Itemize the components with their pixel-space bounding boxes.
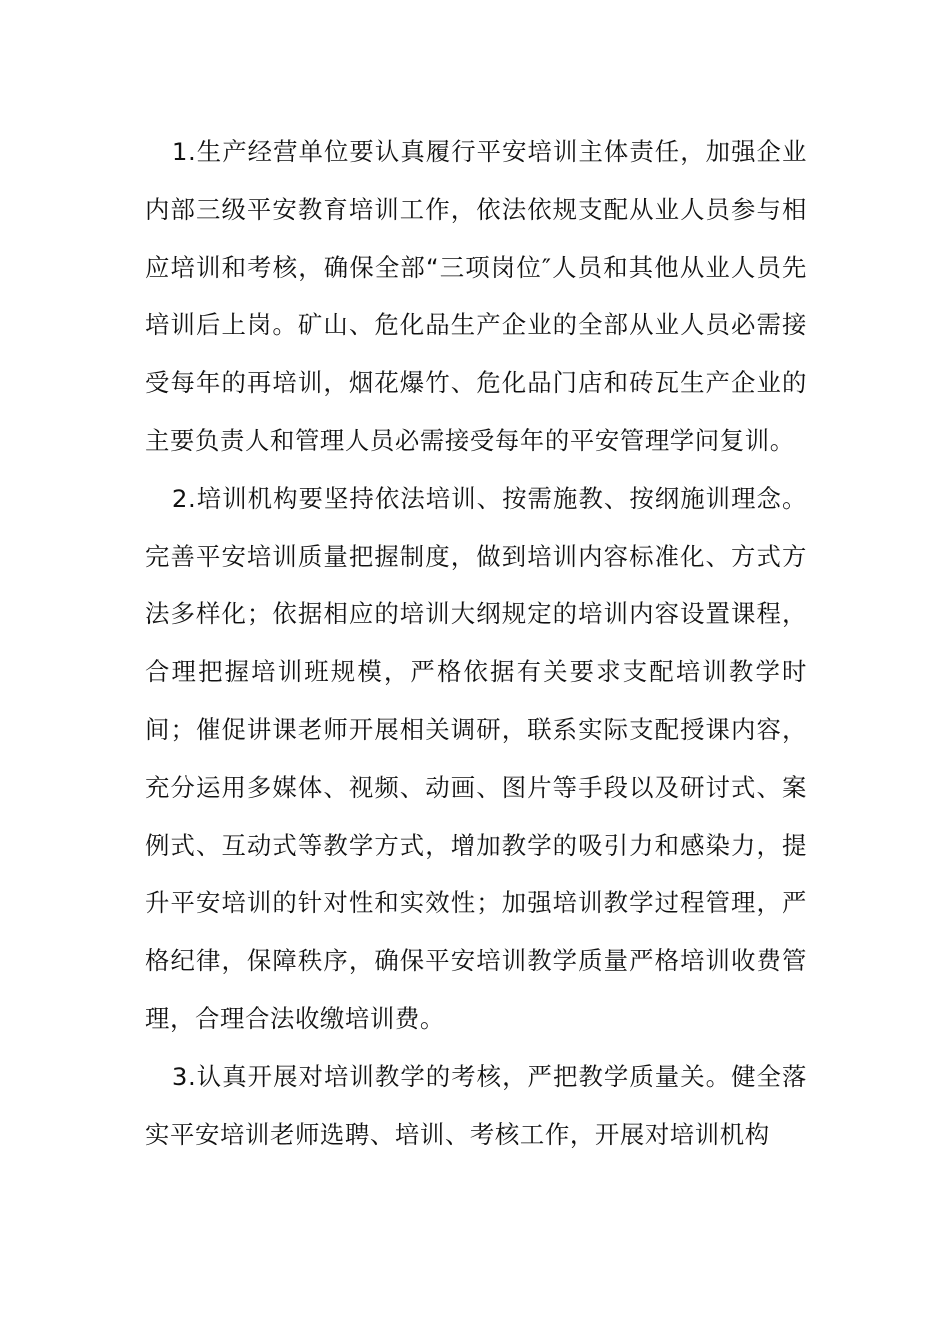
paragraph-3: 3.认真开展对培训教学的考核，严把教学质量关。健全落实平安培训老师选聘、培训、考核工作，开展对培训机构 xyxy=(145,1061,807,1149)
paragraph-1: 1.生产经营单位要认真履行平安培训主体责任，加强企业内部三级平安教育培训工作，依法依规支配从业人员参与相应培训和考核，确保全部“三项岗位″人员和其他从业人员先培训后上岗。矿山、危化品生产企业的全部从业人员必需接受每年的再培训，烟花爆竹、危化品门店和砖瓦生产企业的主要负责人和管理人员必需接受每年的平安管理学问复训。 xyxy=(145,137,807,455)
document-body xyxy=(145,123,807,1163)
paragraph-2: 2.培训机构要坚持依法培训、按需施教、按纲施训理念。完善平安培训质量把握制度，做到培训内容标准化、方式方法多样化；依据相应的培训大纲规定的培训内容设置课程，合理把握培训班规模，严格依据有关要求支配培训教学时间；催促讲课老师开展相关调研，联系实际支配授课内容，充分运用多媒体、视频、动画、图片等手段以及研讨式、案例式、互动式等教学方式，增加教学的吸引力和感染力，提升平安培训的针对性和实效性；加强培训教学过程管理，严格纪律，保障秩序，确保平安培训教学质量严格培训收费管理，合理合法收缴培训费。 xyxy=(145,483,807,1033)
